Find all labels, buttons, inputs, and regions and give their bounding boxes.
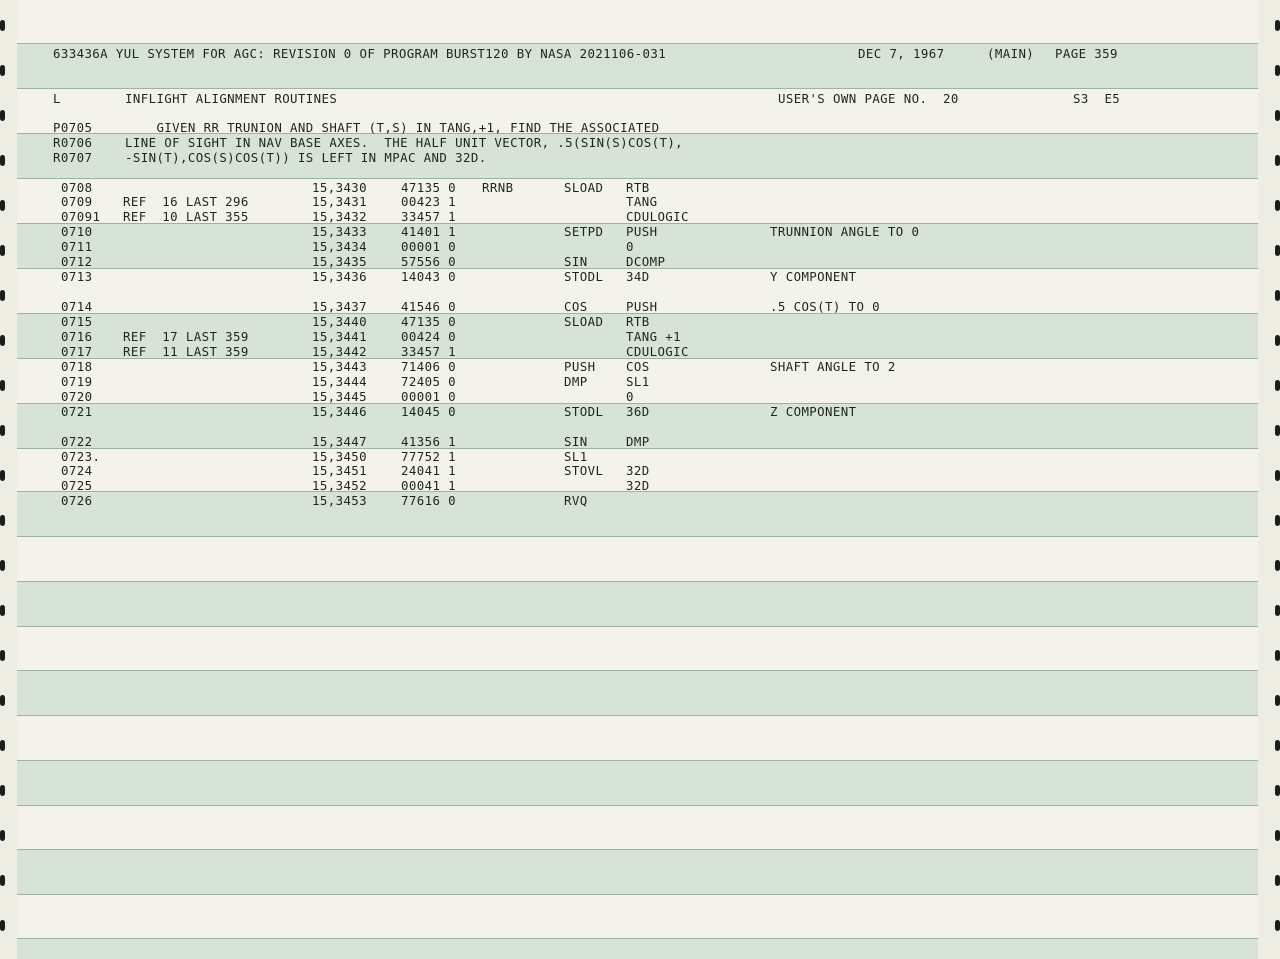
comment-line-id: R0707 [53,150,93,165]
operand: 0 [626,239,634,254]
page-number: PAGE 359 [1055,46,1118,61]
feed-hole [1275,335,1280,346]
line-comment: SHAFT ANGLE TO 2 [770,359,896,374]
octal-word: 00001 0 [401,239,457,254]
feed-hole [0,20,5,31]
octal-word: 41401 1 [401,224,457,239]
line-number: 0725 [61,478,93,493]
feed-hole [0,875,5,886]
memory-address: 15,3432 [312,209,368,224]
memory-address: 15,3434 [312,239,368,254]
octal-word: 00001 0 [401,389,457,404]
memory-address: 15,3436 [312,269,368,284]
comment-line-id: P0705 [53,120,93,135]
feed-hole [1275,110,1280,121]
feed-hole [1275,830,1280,841]
green-band [17,670,1258,716]
line-number: 0712 [61,254,93,269]
operand: 32D [626,478,650,493]
opcode: SIN [564,254,588,269]
operand: 34D [626,269,650,284]
line-number: 0716 [61,329,93,344]
opcode: DMP [564,374,588,389]
symbol-label: RRNB [482,180,514,195]
octal-word: 33457 1 [401,344,457,359]
cross-reference: REF 17 LAST 359 [123,329,249,344]
feed-hole [0,65,5,76]
cross-reference: REF 10 LAST 355 [123,209,249,224]
octal-word: 47135 0 [401,314,457,329]
users-page-number: USER'S OWN PAGE NO. 20 [778,91,959,106]
octal-word: 77616 0 [401,493,457,508]
feed-hole [0,515,5,526]
feed-hole [0,380,5,391]
band-rule [17,626,1258,627]
feed-hole [0,335,5,346]
memory-address: 15,3441 [312,329,368,344]
line-number: 0710 [61,224,93,239]
feed-hole [1275,785,1280,796]
line-number: 0721 [61,404,93,419]
feed-hole [1275,515,1280,526]
memory-address: 15,3445 [312,389,368,404]
memory-address: 15,3440 [312,314,368,329]
memory-address: 15,3435 [312,254,368,269]
operand: DCOMP [626,254,666,269]
band-rule [17,805,1258,806]
octal-word: 14043 0 [401,269,457,284]
opcode: SL1 [564,449,588,464]
listing-title: 633436A YUL SYSTEM FOR AGC: REVISION 0 OF PROGRAM BURST120 BY NASA 2021106-031 [53,46,667,61]
feed-hole [1275,65,1280,76]
green-band [17,849,1258,895]
operand: COS [626,359,650,374]
feed-hole [0,290,5,301]
octal-word: 57556 0 [401,254,457,269]
line-comment: .5 COS(T) TO 0 [770,299,881,314]
line-number: 0722 [61,434,93,449]
opcode: STODL [564,404,604,419]
memory-address: 15,3450 [312,449,368,464]
octal-word: 72405 0 [401,374,457,389]
line-comment: Z COMPONENT [770,404,857,419]
octal-word: 77752 1 [401,449,457,464]
feed-hole [1275,290,1280,301]
line-number: 0714 [61,299,93,314]
listing-date: DEC 7, 1967 [858,46,945,61]
line-number: 0723. [61,449,101,464]
band-rule [17,715,1258,716]
line-number: 0724 [61,463,93,478]
memory-address: 15,3443 [312,359,368,374]
listing-mark: L [53,91,61,106]
feed-hole [0,830,5,841]
operand: TANG [626,194,658,209]
octal-word: 41546 0 [401,299,457,314]
operand: 32D [626,463,650,478]
memory-address: 15,3433 [312,224,368,239]
feed-hole [1275,155,1280,166]
opcode: SLOAD [564,180,604,195]
feed-hole [0,920,5,931]
comment-line-text: LINE OF SIGHT IN NAV BASE AXES. THE HALF UNIT VECTOR, .5(SIN(S)COS(T), [125,135,684,150]
line-number: 0718 [61,359,93,374]
feed-hole [1275,560,1280,571]
memory-address: 15,3437 [312,299,368,314]
feed-hole [0,695,5,706]
memory-address: 15,3430 [312,180,368,195]
line-number: 0720 [61,389,93,404]
feed-hole [1275,245,1280,256]
memory-address: 15,3452 [312,478,368,493]
line-comment: Y COMPONENT [770,269,857,284]
green-band [17,760,1258,806]
band-rule [17,536,1258,537]
feed-hole [0,650,5,661]
memory-address: 15,3431 [312,194,368,209]
cross-reference: REF 11 LAST 359 [123,344,249,359]
operand: PUSH [626,224,658,239]
line-number: 0726 [61,493,93,508]
feed-hole [0,470,5,481]
operand: DMP [626,434,650,449]
opcode: STOVL [564,463,604,478]
feed-hole [0,785,5,796]
octal-word: 47135 0 [401,180,457,195]
operand: 0 [626,389,634,404]
memory-address: 15,3451 [312,463,368,478]
opcode: COS [564,299,588,314]
green-band [17,491,1258,537]
line-number: 0715 [61,314,93,329]
opcode: PUSH [564,359,596,374]
feed-hole [1275,605,1280,616]
feed-hole [0,110,5,121]
listing-section: (MAIN) [987,46,1035,61]
tractor-feed-right [1258,0,1280,959]
feed-hole [0,605,5,616]
comment-line-text: GIVEN RR TRUNION AND SHAFT (T,S) IN TANG,+1, FIND THE ASSOCIATED [125,120,660,135]
feed-hole [0,740,5,751]
opcode: SLOAD [564,314,604,329]
feed-hole [0,245,5,256]
line-number: 07091 [61,209,101,224]
line-number: 0708 [61,180,93,195]
octal-word: 24041 1 [401,463,457,478]
operand: CDULOGIC [626,209,689,224]
operand: RTB [626,314,650,329]
feed-hole [1275,200,1280,211]
operand: SL1 [626,374,650,389]
octal-word: 00423 1 [401,194,457,209]
feed-hole [1275,920,1280,931]
feed-hole [1275,380,1280,391]
line-number: 0719 [61,374,93,389]
feed-hole [0,155,5,166]
tractor-feed-left [0,0,17,959]
octal-word: 00424 0 [401,329,457,344]
cross-reference: REF 16 LAST 296 [123,194,249,209]
feed-hole [1275,425,1280,436]
line-comment: TRUNNION ANGLE TO 0 [770,224,920,239]
feed-hole [0,560,5,571]
feed-hole [0,200,5,211]
listing-codes: S3 E5 [1073,91,1121,106]
operand: PUSH [626,299,658,314]
feed-hole [1275,875,1280,886]
feed-hole [1275,740,1280,751]
octal-word: 41356 1 [401,434,457,449]
octal-word: 00041 1 [401,478,457,493]
band-rule [17,894,1258,895]
opcode: RVQ [564,493,588,508]
octal-word: 33457 1 [401,209,457,224]
octal-word: 71406 0 [401,359,457,374]
octal-word: 14045 0 [401,404,457,419]
memory-address: 15,3446 [312,404,368,419]
band-rule [17,178,1258,179]
green-band [17,581,1258,627]
operand: CDULOGIC [626,344,689,359]
comment-line-text: -SIN(T),COS(S)COS(T)) IS LEFT IN MPAC AND 32D. [125,150,487,165]
operand: RTB [626,180,650,195]
opcode: SETPD [564,224,604,239]
memory-address: 15,3453 [312,493,368,508]
section-title: INFLIGHT ALIGNMENT ROUTINES [125,91,338,106]
opcode: SIN [564,434,588,449]
feed-hole [1275,20,1280,31]
operand: TANG +1 [626,329,682,344]
feed-hole [1275,650,1280,661]
feed-hole [1275,470,1280,481]
feed-hole [0,425,5,436]
line-number: 0713 [61,269,93,284]
line-number: 0711 [61,239,93,254]
line-number: 0709 [61,194,93,209]
operand: 36D [626,404,650,419]
green-band [17,938,1258,959]
comment-line-id: R0706 [53,135,93,150]
memory-address: 15,3444 [312,374,368,389]
opcode: STODL [564,269,604,284]
feed-hole [1275,695,1280,706]
memory-address: 15,3447 [312,434,368,449]
band-rule [17,88,1258,89]
line-number: 0717 [61,344,93,359]
memory-address: 15,3442 [312,344,368,359]
